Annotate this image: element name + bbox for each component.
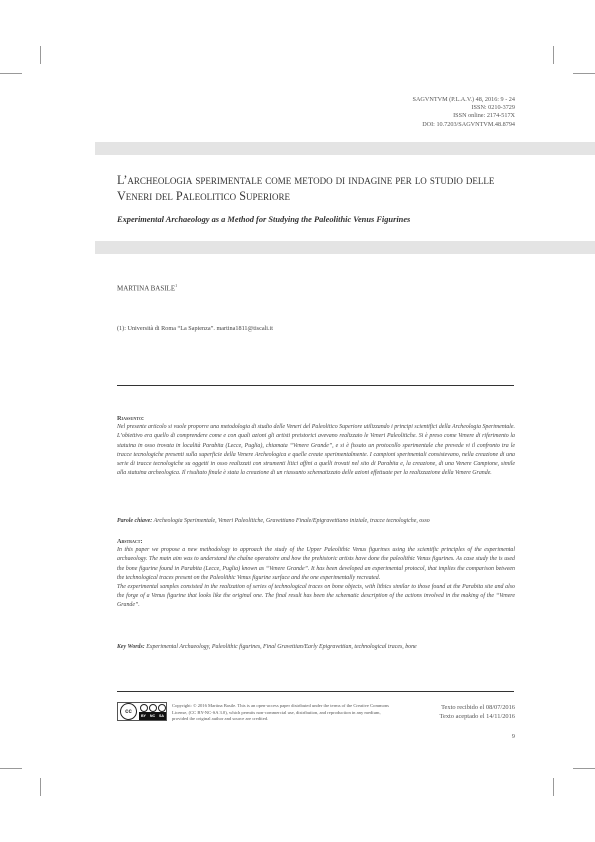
keywords-label: Key Words: [117,644,145,650]
author-name: MARTINA BASILE [117,284,176,293]
title-band-bottom [95,241,595,254]
crop-mark [40,46,41,64]
page-number: 9 [511,733,515,740]
keywords-text: Experimental Archaeology, Paleolithic figurines, Final Gravettian/Early Epigravettian, technological traces, bone [146,644,417,650]
journal-citation: SAGVNTVM (P.L.A.V.) 48, 2016: 9 - 24 [412,96,515,103]
author-sup: 1 [175,283,178,288]
badge-by: BY [140,714,146,718]
abstract-heading: Abstract: [117,538,143,545]
nc-icon [149,704,157,712]
affiliation: (1): Università di Roma “La Sapienza”. martina1811@tiscali.it [117,325,273,332]
journal-header [413,96,516,129]
cc-license-badge[interactable] [117,702,167,721]
divider [117,691,514,692]
riassunto-section [117,414,515,478]
by-icon [140,704,148,712]
abstract-text-2: The experimental samples consisted in the realization of series of technological traces on bone objects, with lithics similar to those found at the Parabita site and also the forge of a Venus figurine that looks like the original one. The final result has been the schematic description of the actions involved in the making of the “Venere Grande”. [117,584,515,609]
riassunto-heading: Riassunto: [117,415,145,422]
title-band-top [95,142,595,155]
crop-mark [0,768,22,769]
article-subtitle: Experimental Archaeology as a Method for Studying the Paleolithic Venus Figurines [117,215,411,224]
key-words [117,643,515,652]
parole-label: Parole chiave: [117,518,153,524]
badge-nc: NC [149,714,156,718]
crop-mark [553,778,554,796]
issn: ISSN: 0210-3729 [471,104,515,112]
date-accepted: Texto aceptado el 14/11/2016 [439,712,515,720]
date-received: Texto recibido el 08/07/2016 [441,704,515,711]
submission-dates [440,704,515,721]
abstract-text-1: In this paper we propose a new methodology to approach the study of the Upper Paleolithic Venus figurines using the scientific principles of the experimental archaeology. The main aim was to understand the chaîne operatoire and how the prehistoric artists have done the paleolithic Venus figurines. As case study the is used the bone figurine found in Parabita (Lecce, Puglia) known as “Venere Grande”. It has been developed an experimental protocol, that implies the comparison between the technological traces present on the Paleolithic Venus figurine surface and the one experimentally recreated. [117,547,515,581]
crop-mark [0,73,22,74]
crop-mark [573,768,595,769]
crop-mark [573,73,595,74]
divider [117,385,514,386]
author [117,283,177,292]
badge-sa: SA [159,714,164,718]
parole-chiave [117,517,515,526]
cc-icon: cc [120,703,137,720]
parole-text: Archeologia Sperimentale, Veneri Paleolitiche, Gravettiano Finale/Epigravettiano iniziale, tracce tecnologiche, osso [153,518,430,524]
issn-online: ISSN online: 2174-517X [453,112,515,120]
abstract-section [117,537,515,611]
crop-mark [553,46,554,64]
riassunto-text: Nel presente articolo si vuole proporre una metodologia di studio delle Veneri del Paleolitico Superiore utilizzando i principi scientifici della Archeologia Sperimentale. L’obiettivo era quello di comprendere come e con quali azioni gli artisti preistorici avevano realizzato le Veneri Paleolitiche. Si è preso come Venere di riferimento la statuina in osso trovata in località Parabita (Lecce, Puglia), chiamata “Venere Grande”, e si è fissato un protocollo sperimentale che prevede vi il confronto tra le tracce tecnologiche presenti sulla superficie della Venere Archeologica e quelle create sperimentalmente. I campioni sperimentali consistevano, nella creazione di una serie di tracce tecnologiche su oggetti in osso realizzati con strumenti litici affini a quelli trovati nel sito di Parabita e, la creazione, di una Venere Campione, simile alla statuina archeologica. Il risultato finale è stata la creazione di un riassunto schematizzato delle azioni effettuate per la realizzazione della Venere Grande. [117,424,515,477]
article-title: L’archeologia sperimentale come metodo di indagine per lo studio delle Veneri del Paleolitico Superiore [117,173,495,203]
copyright-notice: Copyright: © 2016 Martina Basile. This is an open-access paper distributed under the terms of the Creative Commons License, (CC BY-NC-SA 3.0), which permits non-commercial use, distribution, and reproduction in any medium, provided the original author and source are credited. [172,703,389,722]
sa-icon [158,704,166,712]
crop-mark [40,778,41,796]
doi: DOI: 10.7203/SAGVNTVM.48.8794 [422,120,515,128]
